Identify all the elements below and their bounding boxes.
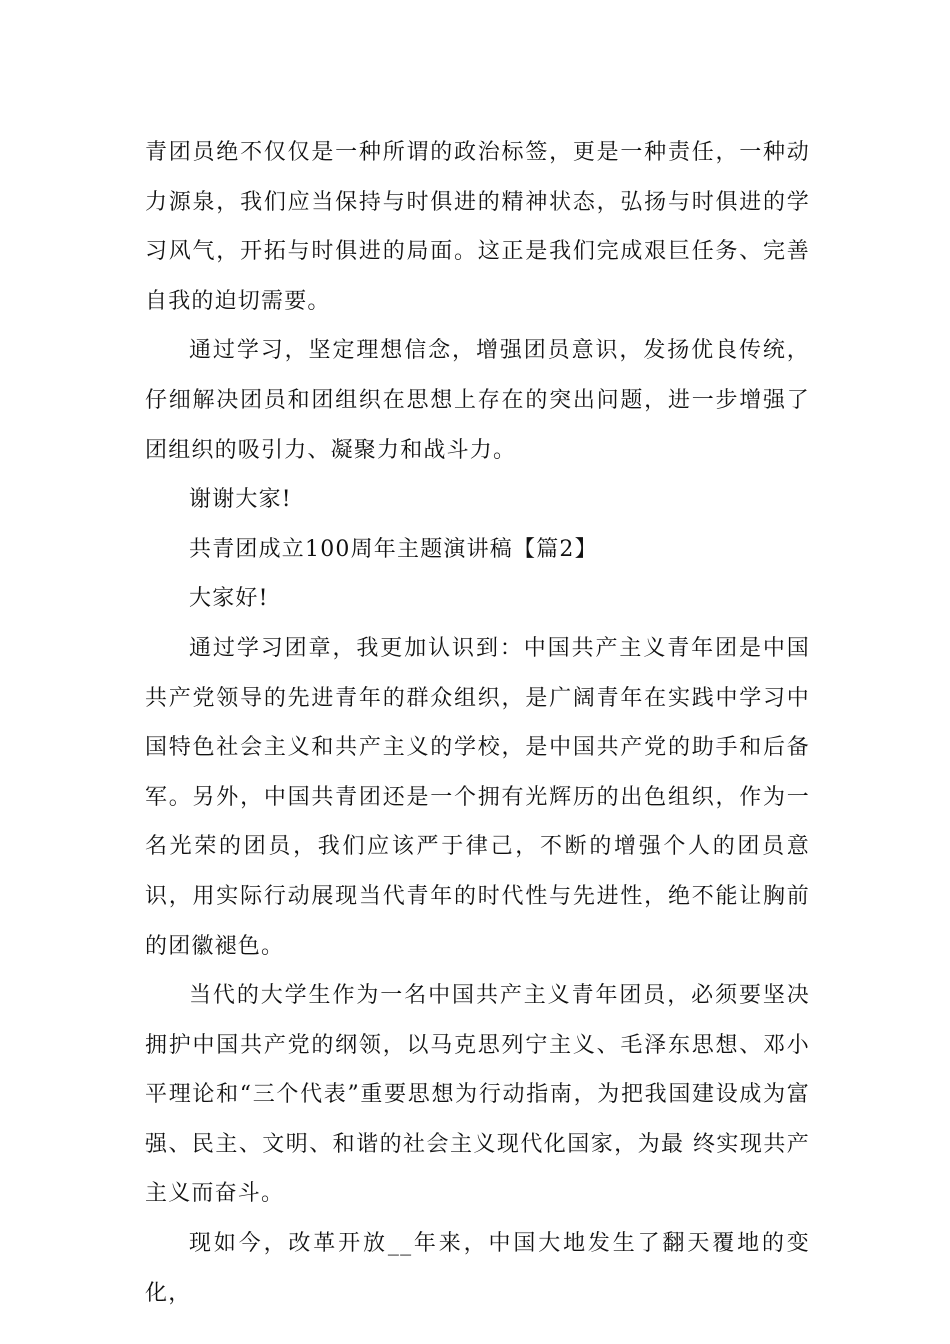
closing-thanks: 谢谢大家!	[189, 487, 292, 513]
body-text	[145, 128, 810, 1318]
paragraph: 通过学习团章，我更加认识到：中国共产主义青年团是中国共产党领导的先进青年的群众组织，是广阔青年在实践中学习中国特色社会主义和共产主义的学校，是中国共产党的助手和后备军。另外，中国共青团还是一个拥有光辉历的出色组织，作为一名光荣的团员，我们应该严于律己，不断的增强个人的团员意识，用实际行动展现当代青年的时代性与先进性，绝不能让胸前的团徽褪色。	[145, 635, 810, 959]
paragraph: 当代的大学生作为一名中国共产主义青年团员，必须要坚决拥护中国共产党的纲领，以马克思列宁主义、毛泽东思想、邓小平理论和“三个代表”重要思想为行动指南，为把我国建设成为富强、民主、文明、和谐的社会主义现代化国家，为最 终实现共产主义而奋斗。	[145, 983, 810, 1207]
paragraph-continued: 青团员绝不仅仅是一种所谓的政治标签，更是一种责任，一种动力源泉，我们应当保持与时俱进的精神状态，弘扬与时俱进的学习风气，开拓与时俱进的局面。这正是我们完成艰巨任务、完善自我的迫切需要。	[145, 140, 810, 314]
greeting: 大家好!	[189, 586, 269, 612]
section-heading: 共青团成立100周年主题演讲稿【篇2】	[189, 536, 598, 562]
paragraph: 现如今，改革开放__年来，中国大地发生了翻天覆地的变化，	[145, 1231, 810, 1306]
paragraph: 通过学习，坚定理想信念，增强团员意识，发扬优良传统，仔细解决团员和团组织在思想上存在的突出问题，进一步增强了团组织的吸引力、凝聚力和战斗力。	[145, 338, 810, 463]
